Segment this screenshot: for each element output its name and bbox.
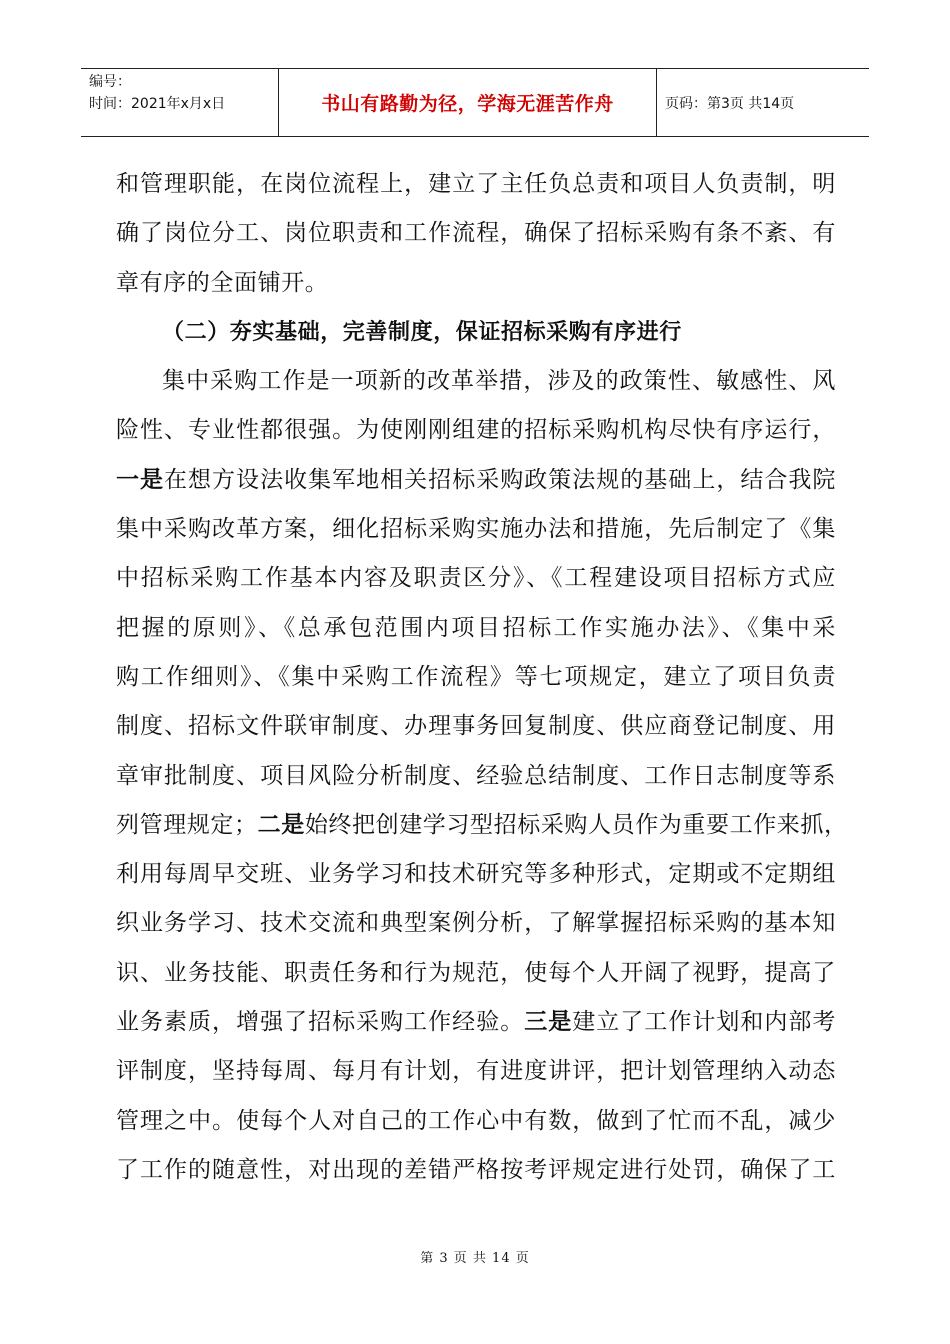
page-header-table xyxy=(81,68,869,137)
body-line-text: 业务素质，增强了招标采购工作经验。 xyxy=(116,1009,525,1036)
body-line: 利用每周早交班、业务学习和技术研究等多种形式，定期或不定期组 xyxy=(116,861,836,888)
body-line-text: 建立了工作计划和内部考 xyxy=(572,1009,836,1036)
body-line: 管理之中。使每个人对自己的工作心中有数，做到了忙而不乱，减少 xyxy=(116,1107,836,1134)
document-body xyxy=(116,160,848,1195)
body-line: 织业务学习、技术交流和典型案例分析，了解掌握招标采购的基本知 xyxy=(116,910,836,937)
body-line xyxy=(116,998,836,1047)
body-line: 了工作的随意性，对出现的差错严格按考评规定进行处罚，确保了工 xyxy=(116,1156,836,1183)
body-line-text: 始终把创建学习型招标采购人员作为重要工作来抓， xyxy=(304,811,848,838)
section-heading: （二）夯实基础，完善制度，保证招标采购有序进行 xyxy=(162,319,682,345)
body-line: 集中采购改革方案，细化招标采购实施办法和措施，先后制定了《集 xyxy=(116,516,836,543)
document-time-label: 时间：2021年x月x日 xyxy=(89,96,226,112)
keyword-second: 二是 xyxy=(257,811,305,838)
header-page-info: 页码：第3页 共14页 xyxy=(665,95,795,112)
body-line xyxy=(116,801,848,850)
body-line: 确了岗位分工、岗位职责和工作流程，确保了招标采购有条不紊、有 xyxy=(116,220,836,247)
body-line-text: 在想方设法收集军地相关招标采购政策法规的基础上，结合我院 xyxy=(164,466,836,493)
keyword-first: 一是 xyxy=(116,466,165,493)
keyword-third: 三是 xyxy=(524,1009,573,1036)
body-line: 把握的原则》、《总承包范围内项目招标工作实施办法》、《集中采 xyxy=(116,614,836,641)
body-line: 章审批制度、项目风险分析制度、经验总结制度、工作日志制度等系 xyxy=(116,762,836,789)
body-line: 识、业务技能、职责任务和行为规范，使每个人开阔了视野，提高了 xyxy=(116,959,836,986)
body-line xyxy=(116,456,836,505)
header-meta-cell xyxy=(81,69,279,136)
page-footer: 第 3 页 共 14 页 xyxy=(420,1251,530,1266)
body-line: 中招标采购工作基本内容及职责区分》、《工程建设项目招标方式应 xyxy=(116,565,836,592)
body-line: 评制度，坚持每周、每月有计划，有进度讲评，把计划管理纳入动态 xyxy=(116,1058,836,1085)
body-line: 和管理职能，在岗位流程上，建立了主任负总责和项目人负责制，明 xyxy=(116,171,836,197)
document-number-label: 编号： xyxy=(89,74,131,90)
body-line: 购工作细则》、《集中采购工作流程》等七项规定，建立了项目负责 xyxy=(116,663,836,690)
header-motto: 书山有路勤为径，学海无涯苦作舟 xyxy=(279,69,657,136)
body-line: 章有序的全面铺开。 xyxy=(116,269,329,296)
body-line: 险性、专业性都很强。为使刚刚组建的招标采购机构尽快有序运行， xyxy=(116,417,836,444)
body-line: 制度、招标文件联审制度、办理事务回复制度、供应商登记制度、用 xyxy=(116,713,836,740)
body-line-text: 列管理规定； xyxy=(116,811,258,838)
body-line: 集中采购工作是一项新的改革举措，涉及的政策性、敏感性、风 xyxy=(162,368,836,395)
